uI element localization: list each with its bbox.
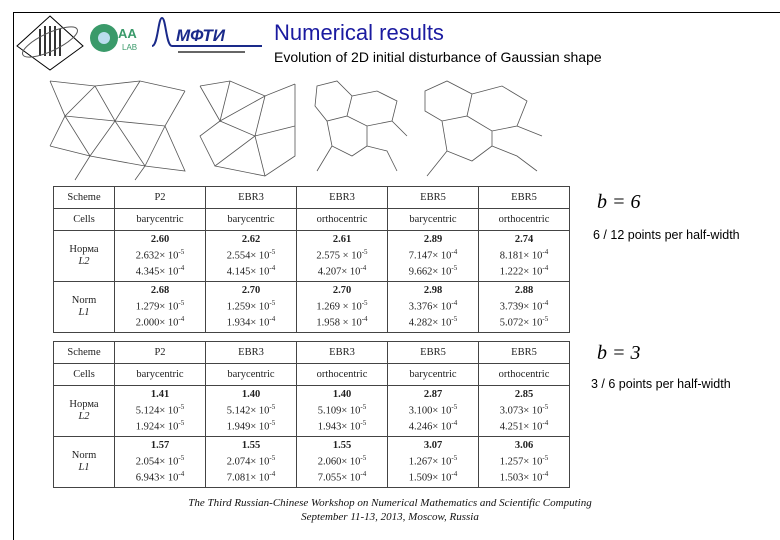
error-exponent: -5 <box>361 247 368 256</box>
error-value <box>479 313 569 330</box>
error-value <box>206 452 296 469</box>
error-exponent: -5 <box>451 453 458 462</box>
error-mantissa: 5.109× 10 <box>317 405 361 416</box>
error-value <box>297 468 387 485</box>
norm-value-cell <box>115 231 206 282</box>
error-mantissa: 1.943× 10 <box>317 421 361 433</box>
convergence-order: 2.61 <box>332 233 352 245</box>
error-exponent: -4 <box>269 264 276 272</box>
norm-value-cell <box>206 437 297 488</box>
slide-subtitle: Evolution of 2D initial disturbance of Gaussian shape <box>274 49 602 65</box>
scheme-cell: EBR3 <box>206 342 297 364</box>
error-value <box>115 401 205 418</box>
error-exponent: -4 <box>542 419 549 427</box>
norm-value-cell <box>479 231 570 282</box>
convergence-order: 2.85 <box>514 388 534 400</box>
error-value <box>206 262 296 279</box>
error-mantissa: 7.147× 10 <box>408 250 452 261</box>
error-mantissa: 1.279× 10 <box>135 301 179 312</box>
error-mantissa: 1.222× 10 <box>499 266 543 278</box>
norm-value-cell <box>206 386 297 437</box>
error-mantissa: 8.181× 10 <box>499 250 543 261</box>
error-exponent: -5 <box>178 419 185 427</box>
convergence-order: 2.98 <box>423 284 443 296</box>
error-mantissa: 4.246× 10 <box>408 421 452 433</box>
error-mantissa: 1.267× 10 <box>408 456 452 467</box>
norm-row <box>54 437 570 488</box>
error-value <box>297 262 387 279</box>
norm-value-cell <box>388 437 479 488</box>
svg-text:AA: AA <box>118 26 137 41</box>
results-table-b6 <box>53 186 570 333</box>
error-mantissa: 5.142× 10 <box>226 405 270 416</box>
error-exponent: -4 <box>361 315 368 323</box>
error-exponent: -4 <box>451 470 458 478</box>
error-mantissa: 2.000× 10 <box>135 317 179 329</box>
mipt-logo <box>150 16 265 58</box>
error-exponent: -5 <box>542 453 549 462</box>
error-exponent: -5 <box>178 402 185 411</box>
error-exponent: -4 <box>451 247 458 256</box>
error-exponent: -4 <box>542 247 549 256</box>
convergence-order: 1.57 <box>150 439 170 451</box>
error-value <box>206 468 296 485</box>
frame-line-top <box>13 12 780 13</box>
error-mantissa: 4.145× 10 <box>226 266 270 278</box>
error-value <box>206 417 296 434</box>
footer-date: September 11-13, 2013, Moscow, Russia <box>301 511 479 523</box>
error-mantissa: 1.509× 10 <box>408 472 452 484</box>
b-value-label: b = 6 <box>597 191 641 213</box>
error-mantissa: 2.554× 10 <box>226 250 270 261</box>
error-exponent: -4 <box>269 470 276 478</box>
error-mantissa: 1.934× 10 <box>226 317 270 329</box>
norm-value-cell <box>115 282 206 333</box>
norm-value-cell <box>388 231 479 282</box>
triangular-mesh-2 <box>200 81 295 176</box>
convergence-order: 2.70 <box>332 284 352 296</box>
error-value <box>388 452 478 469</box>
norm-symbol: L1 <box>78 307 90 318</box>
error-mantissa: 1.949× 10 <box>226 421 270 433</box>
scheme-label: Scheme <box>54 342 115 364</box>
error-exponent: -5 <box>178 298 185 307</box>
error-value <box>479 401 569 418</box>
error-value <box>115 313 205 330</box>
error-value <box>479 452 569 469</box>
error-exponent: -4 <box>178 264 185 272</box>
norm-symbol: L1 <box>78 462 90 473</box>
error-value <box>479 246 569 263</box>
error-mantissa: 1.257× 10 <box>499 456 543 467</box>
svg-text:МФТИ: МФТИ <box>176 26 225 45</box>
resolution-note: 6 / 12 points per half-width <box>593 228 740 242</box>
dual-mesh-barycentric <box>315 81 407 171</box>
error-mantissa: 7.081× 10 <box>226 472 270 484</box>
error-exponent: -4 <box>451 419 458 427</box>
norm-label: Norm <box>71 295 97 306</box>
norm-symbol: L2 <box>78 411 90 422</box>
error-exponent: -4 <box>542 264 549 272</box>
error-value <box>115 452 205 469</box>
error-value <box>388 401 478 418</box>
error-value <box>479 417 569 434</box>
scheme-cell: EBR3 <box>206 187 297 209</box>
scheme-cell: P2 <box>115 187 206 209</box>
norm-value-cell <box>479 437 570 488</box>
cells-cell: barycentric <box>115 209 206 231</box>
norm-row <box>54 386 570 437</box>
error-value <box>479 297 569 314</box>
aa-lab-logo <box>88 22 140 54</box>
error-value <box>297 297 387 314</box>
norm-row <box>54 231 570 282</box>
error-mantissa: 2.074× 10 <box>226 456 270 467</box>
error-exponent: -4 <box>269 315 276 323</box>
error-value <box>388 313 478 330</box>
error-exponent: -5 <box>361 298 368 307</box>
error-exponent: -5 <box>360 419 367 427</box>
convergence-order: 2.70 <box>241 284 261 296</box>
norm-value-cell <box>115 437 206 488</box>
error-value <box>479 468 569 485</box>
error-value <box>297 452 387 469</box>
norm-symbol: L2 <box>78 256 90 267</box>
convergence-order: 2.88 <box>514 284 534 296</box>
error-value <box>115 262 205 279</box>
convergence-order: 2.62 <box>241 233 261 245</box>
resolution-note: 3 / 6 points per half-width <box>591 377 731 391</box>
norm-value-cell <box>388 386 479 437</box>
norm-value-cell <box>388 282 479 333</box>
error-exponent: -4 <box>360 470 367 478</box>
cells-row <box>54 209 570 231</box>
error-exponent: -5 <box>360 402 367 411</box>
convergence-order: 1.55 <box>332 439 352 451</box>
error-mantissa: 4.345× 10 <box>135 266 179 278</box>
error-value <box>297 401 387 418</box>
norm-label: Норма <box>69 244 99 255</box>
norm-label: Norm <box>71 450 97 461</box>
error-mantissa: 3.100× 10 <box>408 405 452 416</box>
footer-workshop: The Third Russian-Chinese Workshop on Numerical Mathematics and Scientific Computing <box>188 497 592 509</box>
error-mantissa: 5.124× 10 <box>135 405 179 416</box>
scheme-cell: P2 <box>115 342 206 364</box>
scheme-row <box>54 187 570 209</box>
error-value <box>206 401 296 418</box>
error-value <box>297 246 387 263</box>
error-mantissa: 9.662× 10 <box>408 266 452 278</box>
error-value <box>297 417 387 434</box>
cells-cell: barycentric <box>115 364 206 386</box>
cells-cell: barycentric <box>388 364 479 386</box>
svg-text:LAB: LAB <box>122 43 138 52</box>
results-table-b3 <box>53 341 570 488</box>
error-mantissa: 1.259× 10 <box>226 301 270 312</box>
error-exponent: -5 <box>269 453 276 462</box>
convergence-order: 1.40 <box>332 388 352 400</box>
error-mantissa: 2.060× 10 <box>317 456 361 467</box>
error-mantissa: 1.924× 10 <box>135 421 179 433</box>
frame-line-left <box>13 12 14 540</box>
error-exponent: -5 <box>542 402 549 411</box>
error-exponent: -4 <box>178 470 185 478</box>
convergence-order: 2.74 <box>514 233 534 245</box>
convergence-order: 2.89 <box>423 233 443 245</box>
scheme-row <box>54 342 570 364</box>
error-value <box>206 313 296 330</box>
scheme-cell: EBR5 <box>479 342 570 364</box>
error-value <box>206 246 296 263</box>
convergence-order: 2.68 <box>150 284 170 296</box>
scheme-cell: EBR3 <box>297 342 388 364</box>
error-mantissa: 3.739× 10 <box>499 301 543 312</box>
triangular-mesh <box>50 81 185 180</box>
norm-value-cell <box>297 437 388 488</box>
norm-label-cell <box>54 437 115 488</box>
mesh-illustrations <box>45 76 575 182</box>
norm-value-cell <box>206 231 297 282</box>
error-exponent: -4 <box>178 315 185 323</box>
error-value <box>388 246 478 263</box>
convergence-order: 3.07 <box>423 439 443 451</box>
scheme-cell: EBR3 <box>297 187 388 209</box>
convergence-order: 1.41 <box>150 388 170 400</box>
norm-value-cell <box>479 282 570 333</box>
convergence-order: 2.60 <box>150 233 170 245</box>
error-mantissa: 6.943× 10 <box>135 472 179 484</box>
cells-cell: orthocentric <box>479 364 570 386</box>
norm-label-cell <box>54 386 115 437</box>
inm-ras-logo <box>15 14 85 72</box>
error-mantissa: 5.072× 10 <box>499 317 543 329</box>
error-mantissa: 1.269 × 10 <box>316 301 362 312</box>
convergence-order: 1.55 <box>241 439 261 451</box>
error-mantissa: 1.958 × 10 <box>316 317 362 329</box>
error-exponent: -5 <box>360 453 367 462</box>
cells-cell: barycentric <box>388 209 479 231</box>
error-value <box>388 468 478 485</box>
norm-value-cell <box>479 386 570 437</box>
norm-value-cell <box>115 386 206 437</box>
error-value <box>388 417 478 434</box>
convergence-order: 2.87 <box>423 388 443 400</box>
scheme-cell: EBR5 <box>388 187 479 209</box>
error-exponent: -4 <box>360 264 367 272</box>
norm-row <box>54 282 570 333</box>
error-exponent: -5 <box>269 298 276 307</box>
error-mantissa: 1.503× 10 <box>499 472 543 484</box>
error-mantissa: 2.575 × 10 <box>316 250 362 261</box>
error-exponent: -5 <box>269 247 276 256</box>
error-mantissa: 4.207× 10 <box>317 266 361 278</box>
error-exponent: -5 <box>542 315 549 323</box>
error-mantissa: 3.073× 10 <box>499 405 543 416</box>
norm-value-cell <box>297 386 388 437</box>
error-value <box>297 313 387 330</box>
norm-value-cell <box>297 282 388 333</box>
error-value <box>388 297 478 314</box>
error-exponent: -5 <box>451 315 458 323</box>
dual-mesh-orthocentric <box>425 81 542 176</box>
convergence-order: 1.40 <box>241 388 261 400</box>
norm-value-cell <box>297 231 388 282</box>
cells-cell: barycentric <box>206 364 297 386</box>
convergence-order: 3.06 <box>514 439 534 451</box>
norm-value-cell <box>206 282 297 333</box>
error-exponent: -5 <box>178 247 185 256</box>
norm-label-cell <box>54 231 115 282</box>
error-value <box>115 468 205 485</box>
error-value <box>479 262 569 279</box>
b-value-label: b = 3 <box>597 342 641 364</box>
error-exponent: -5 <box>269 419 276 427</box>
error-value <box>115 246 205 263</box>
error-mantissa: 2.632× 10 <box>135 250 179 261</box>
cells-cell: orthocentric <box>297 209 388 231</box>
error-mantissa: 7.055× 10 <box>317 472 361 484</box>
error-mantissa: 3.376× 10 <box>408 301 452 312</box>
scheme-label: Scheme <box>54 187 115 209</box>
cells-cell: orthocentric <box>297 364 388 386</box>
error-exponent: -4 <box>542 298 549 307</box>
error-value <box>388 262 478 279</box>
slide-title: Numerical results <box>274 20 444 45</box>
scheme-cell: EBR5 <box>479 187 570 209</box>
error-mantissa: 2.054× 10 <box>135 456 179 467</box>
error-exponent: -5 <box>178 453 185 462</box>
error-mantissa: 4.282× 10 <box>408 317 452 329</box>
error-exponent: -4 <box>542 470 549 478</box>
cells-label: Cells <box>54 209 115 231</box>
norm-label: Норма <box>69 399 99 410</box>
cells-label: Cells <box>54 364 115 386</box>
error-mantissa: 4.251× 10 <box>499 421 543 433</box>
error-value <box>206 297 296 314</box>
error-value <box>115 417 205 434</box>
norm-label-cell <box>54 282 115 333</box>
error-exponent: -5 <box>451 264 458 272</box>
error-exponent: -5 <box>451 402 458 411</box>
scheme-cell: EBR5 <box>388 342 479 364</box>
cells-row <box>54 364 570 386</box>
error-exponent: -5 <box>269 402 276 411</box>
error-exponent: -4 <box>451 298 458 307</box>
error-value <box>115 297 205 314</box>
cells-cell: orthocentric <box>479 209 570 231</box>
cells-cell: barycentric <box>206 209 297 231</box>
